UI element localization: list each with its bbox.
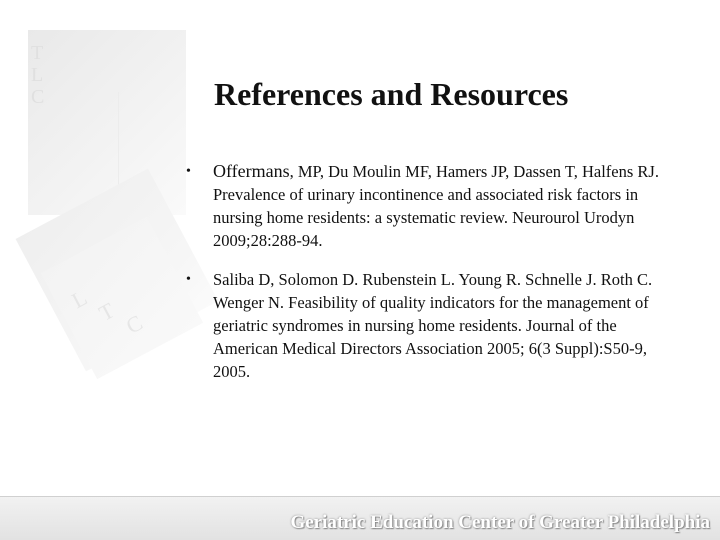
watermark-letter: L (67, 284, 92, 314)
watermark-letter: C (31, 86, 45, 108)
reference-text: Saliba D, Solomon D. Rubenstein L. Young R. Schnelle J. Roth C. Wenger N. Feasibility of quality indicators for the management of geriatric syndromes in nursing home residents. Journal of the American Medical Directors Association 2005; 6(3 Suppl):S50-9, 2005. (213, 270, 653, 381)
reference-item (180, 160, 660, 252)
reference-lead: Offermans (213, 161, 290, 181)
reference-list (180, 160, 660, 399)
watermark-letter: T (31, 42, 44, 64)
decorative-square-top (28, 30, 186, 215)
reference-item (180, 268, 660, 383)
watermark-letter: T (94, 297, 119, 326)
slide-title: References and Resources (214, 76, 569, 112)
watermark-tlc-top (31, 42, 44, 108)
watermark-letter: L (31, 64, 44, 86)
footer-organization: Geriatric Education Center of Greater Philadelphia (290, 512, 710, 533)
footer-bar (0, 496, 720, 540)
watermark-letter: C (121, 309, 147, 339)
bullet-icon: • (186, 164, 191, 179)
reference-text: , MP, Du Moulin MF, Hamers JP, Dassen T, Halfens RJ. Prevalence of urinary incontinence and associated risk factors in nursing home residents: a systematic review. Neurourol Urodyn 2009;28:288-94. (213, 162, 659, 250)
bullet-icon: • (186, 272, 191, 287)
